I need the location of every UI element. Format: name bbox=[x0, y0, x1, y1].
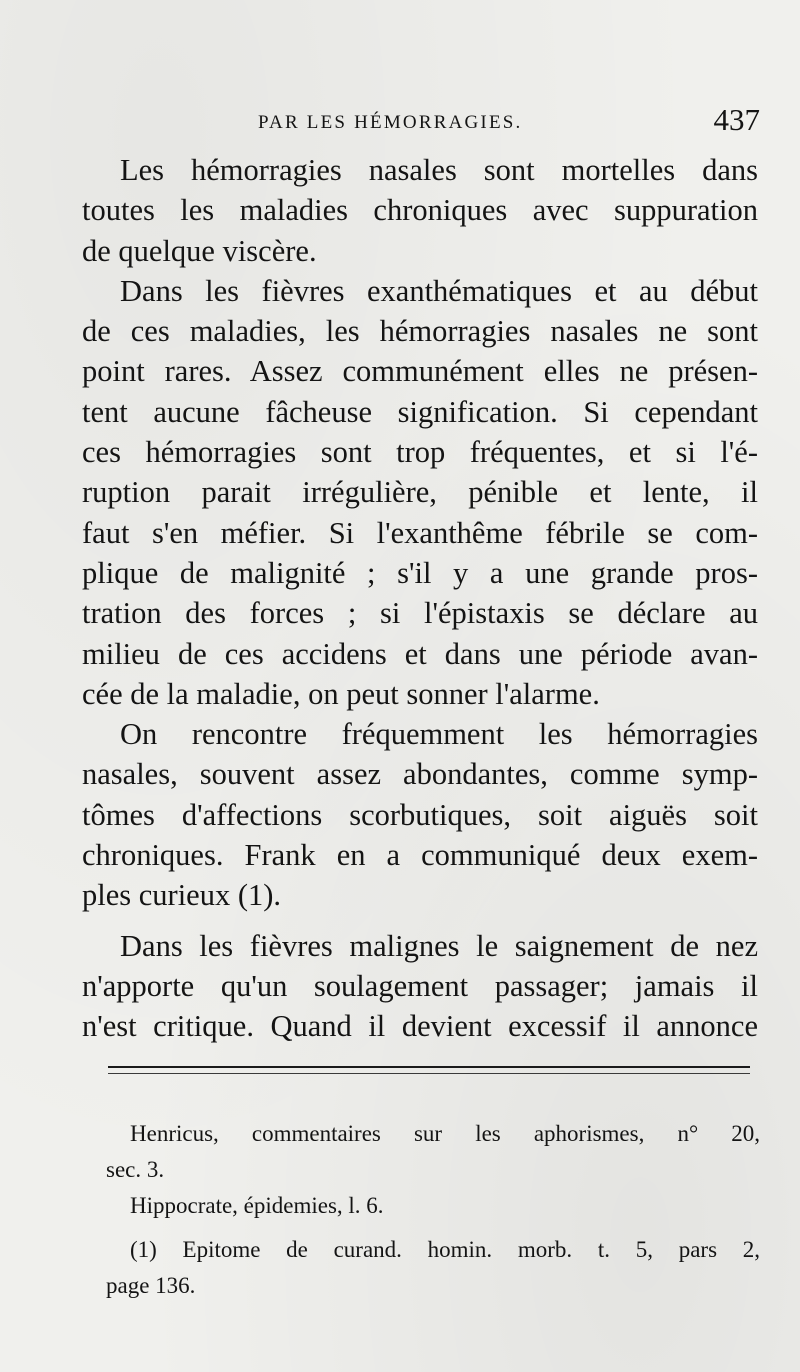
text-line: tration des forces ; si l'épistaxis se déclare au bbox=[82, 596, 758, 631]
footnote-line: sec. 3. bbox=[106, 1157, 165, 1182]
paragraph bbox=[82, 271, 758, 714]
text-line: chroniques. Frank en a communiqué deux exem- bbox=[82, 838, 758, 873]
text-line: plique de malignité ; s'il y a une grande pros- bbox=[82, 555, 758, 590]
page-number: 437 bbox=[713, 102, 760, 137]
text-line: ces hémorragies sont trop fréquentes, et si l'é- bbox=[82, 435, 758, 470]
text-line: nasales, souvent assez abondantes, comme symp- bbox=[82, 757, 758, 792]
footnote-line: Henricus, commentaires sur les aphorismes, n° 20, bbox=[130, 1121, 760, 1146]
text-line: ruption parait irrégulière, pénible et lente, il bbox=[82, 475, 758, 510]
text-line: tent aucune fâcheuse signification. Si cependant bbox=[82, 394, 758, 429]
footnote bbox=[106, 1232, 760, 1304]
text-line: cée de la maladie, on peut sonner l'alarme. bbox=[82, 676, 600, 711]
text-line: ples curieux (1). bbox=[82, 878, 282, 913]
footnote-line: page 136. bbox=[106, 1273, 196, 1298]
footnotes bbox=[106, 1116, 760, 1304]
paragraph bbox=[82, 926, 758, 1047]
text-line: faut s'en méfier. Si l'exanthême fébrile se com- bbox=[82, 515, 758, 550]
footnote-line: Hippocrate, épidemies, l. 6. bbox=[130, 1193, 384, 1218]
text-line: Dans les fièvres exanthématiques et au début bbox=[120, 273, 758, 308]
text-line: Les hémorragies nasales sont mortelles dans bbox=[120, 153, 758, 187]
main-text bbox=[82, 150, 758, 1047]
paragraph bbox=[82, 150, 758, 271]
text-line: tômes d'affections scorbutiques, soit aiguës soit bbox=[82, 797, 758, 832]
text-line: de quelque viscère. bbox=[82, 233, 317, 268]
text-line: Dans les fièvres malignes le saignement de nez bbox=[120, 928, 758, 963]
paragraph bbox=[82, 714, 758, 915]
footnote bbox=[106, 1116, 760, 1188]
footnote-rule bbox=[108, 1066, 750, 1079]
text-line: toutes les maladies chroniques avec suppuration bbox=[82, 193, 758, 228]
text-line: point rares. Assez communément elles ne présen- bbox=[82, 354, 758, 389]
text-line: n'est critique. Quand il devient excessif il annonce bbox=[82, 1009, 758, 1044]
text-line: milieu de ces accidens et dans une période avan- bbox=[82, 636, 758, 671]
running-head: PAR LES HÉMORRAGIES. bbox=[258, 112, 523, 133]
text-line: n'apporte qu'un soulagement passager; jamais il bbox=[82, 968, 758, 1003]
text-line: On rencontre fréquemment les hémorragies bbox=[120, 717, 758, 752]
page-header bbox=[258, 102, 760, 144]
footnote-line: (1) Epitome de curand. homin. morb. t. 5, pars 2, bbox=[130, 1237, 760, 1262]
footnote bbox=[106, 1188, 760, 1224]
text-line: de ces maladies, les hémorragies nasales ne sont bbox=[82, 314, 758, 349]
